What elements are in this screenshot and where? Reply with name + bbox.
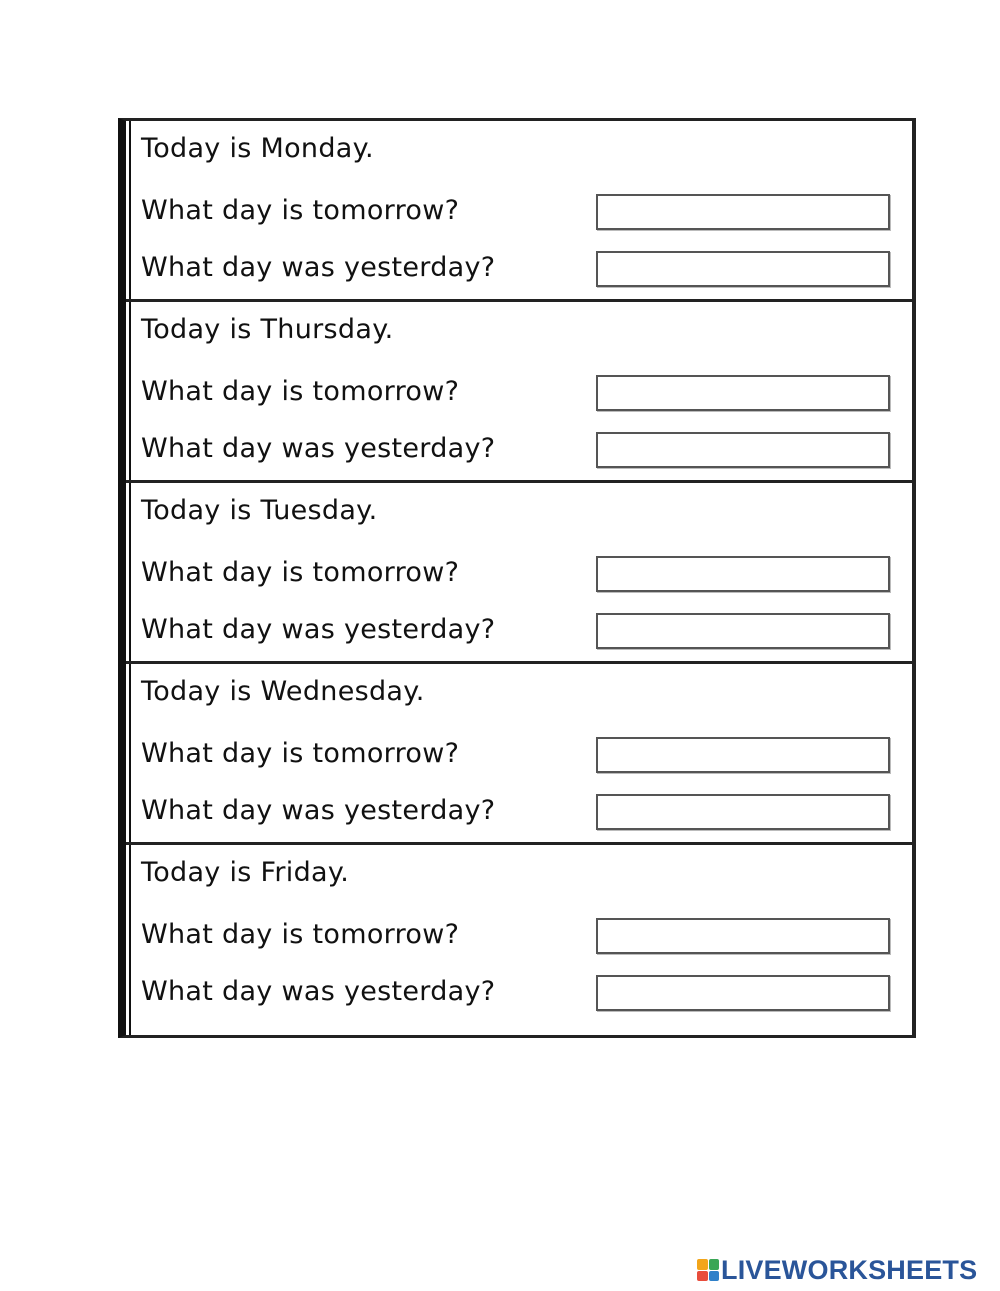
logo-tile [709, 1271, 720, 1282]
today-statement: Today is Friday. [141, 857, 350, 888]
tomorrow-answer-box[interactable] [596, 556, 890, 592]
tomorrow-question: What day is tomorrow? [141, 738, 460, 769]
logo-tile [697, 1271, 708, 1282]
yesterday-question: What day was yesterday? [141, 252, 496, 283]
logo-tile [709, 1259, 720, 1270]
tomorrow-answer-box[interactable] [596, 737, 890, 773]
yesterday-question: What day was yesterday? [141, 614, 496, 645]
yesterday-question: What day was yesterday? [141, 976, 496, 1007]
tomorrow-answer-box[interactable] [596, 375, 890, 411]
yesterday-answer-box[interactable] [596, 794, 890, 830]
logo-tile [697, 1259, 708, 1270]
tomorrow-question: What day is tomorrow? [141, 195, 460, 226]
tomorrow-question: What day is tomorrow? [141, 557, 460, 588]
today-statement: Today is Tuesday. [141, 495, 378, 526]
worksheet-section-friday [126, 842, 912, 1035]
yesterday-question: What day was yesterday? [141, 795, 496, 826]
worksheet-section-thursday [126, 299, 912, 482]
yesterday-question: What day was yesterday? [141, 433, 496, 464]
yesterday-answer-box[interactable] [596, 975, 890, 1011]
tomorrow-answer-box[interactable] [596, 918, 890, 954]
today-statement: Today is Thursday. [141, 314, 394, 345]
tomorrow-question: What day is tomorrow? [141, 376, 460, 407]
today-statement: Today is Monday. [141, 133, 374, 164]
brand-name: LIVEWORKSHEETS [721, 1255, 978, 1285]
liveworksheets-logo[interactable] [697, 1254, 977, 1286]
yesterday-answer-box[interactable] [596, 251, 890, 287]
yesterday-answer-box[interactable] [596, 613, 890, 649]
today-statement: Today is Wednesday. [141, 676, 425, 707]
liveworksheets-logo-icon [697, 1259, 719, 1281]
yesterday-answer-box[interactable] [596, 432, 890, 468]
worksheet [118, 118, 916, 1038]
worksheet-section-monday [126, 121, 912, 302]
tomorrow-question: What day is tomorrow? [141, 919, 460, 950]
tomorrow-answer-box[interactable] [596, 194, 890, 230]
worksheet-section-tuesday [126, 480, 912, 663]
worksheet-section-wednesday [126, 661, 912, 844]
